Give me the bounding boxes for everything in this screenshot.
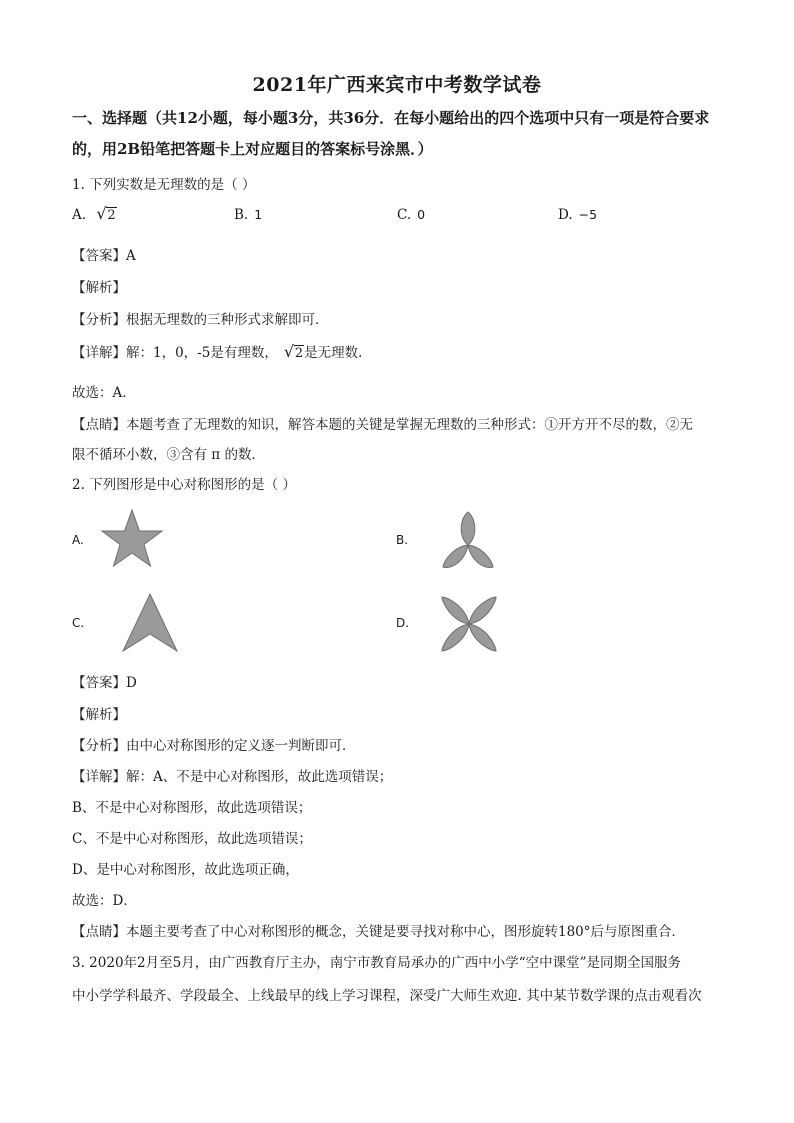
q2-figure-d-label: D.	[396, 616, 410, 630]
q1-answer: 【答案】A	[72, 248, 136, 264]
section-heading: 一、选择题（共12小题，每小题3分，共36分．在每小题给出的四个选项中只有一项是符合要求的，用2B铅笔把答题卡上对应题目的答案标号涂黑．）	[72, 109, 710, 158]
arrowhead-icon	[121, 592, 179, 654]
q2-detail-line: D、是中心对称图形，故此选项正确，	[72, 862, 299, 878]
three-petal-icon	[439, 509, 497, 571]
q2-figure-a-label: A.	[72, 533, 84, 547]
four-petal-icon	[438, 593, 500, 655]
q2-fenxi: 【分析】由中心对称图形的定义逐一判断即可．	[72, 738, 356, 754]
q2-detail-line: B、不是中心对称图形，故此选项错误；	[72, 800, 312, 816]
q1-option-d: D. −5	[558, 207, 598, 223]
q2-choice: 故选：D．	[72, 893, 137, 909]
q2-detail-line: C、不是中心对称图形，故此选项错误；	[72, 831, 312, 847]
q2-stem: 2. 下列图形是中心对称图形的是（ ）	[72, 477, 296, 493]
q1-option-b: B. 1	[234, 207, 263, 223]
q2-analysis-tag: 【解析】	[72, 707, 126, 723]
q1-analysis-tag: 【解析】	[72, 280, 126, 296]
q2-figure-b-label: B.	[396, 533, 409, 547]
q3-line2: 中小学学科最齐、学段最全、上线最早的线上学习课程，深受广大师生欢迎. 其中某节数学课的点击观看次	[72, 988, 702, 1004]
page-title: 2021年广西来宾市中考数学试卷	[252, 74, 542, 96]
q1-comment-line2: 限不循环小数，③含有 π 的数．	[72, 447, 265, 463]
q1-detail: 【详解】解：1，0，-5是有理数， √ 2是无理数．	[72, 342, 372, 361]
q2-figure-c-label: C.	[72, 616, 85, 630]
q1-stem: 1. 下列实数是无理数的是（ ）	[72, 177, 256, 193]
q3-line1: 3. 2020年2月至5月，由广西教育厅主办，南宁市教育局承办的广西中小学“空中课堂”是同期全国服务	[72, 955, 682, 971]
star-icon	[100, 508, 164, 570]
q1-comment-line1: 【点睛】本题考查了无理数的知识，解答本题的关键是掌握无理数的三种形式：①开方开不尽的数，②无	[72, 417, 693, 433]
q1-option-c: C. 0	[397, 207, 426, 223]
sqrt-symbol: √ 2	[96, 204, 116, 223]
sqrt-symbol: √ 2	[283, 342, 304, 361]
q2-answer: 【答案】D	[72, 675, 137, 691]
q2-detail-line: 【详解】解：A、不是中心对称图形，故此选项错误；	[72, 769, 393, 785]
q1-choice: 故选：A．	[72, 385, 136, 401]
q1-fenxi: 【分析】根据无理数的三种形式求解即可．	[72, 312, 329, 328]
q1-option-a: A. √ 2	[72, 204, 116, 223]
q1-options	[72, 204, 732, 227]
q2-comment: 【点睛】本题主要考查了中心对称图形的概念，关键是要寻找对称中心，图形旋转180°后与原图重合．	[72, 924, 686, 940]
